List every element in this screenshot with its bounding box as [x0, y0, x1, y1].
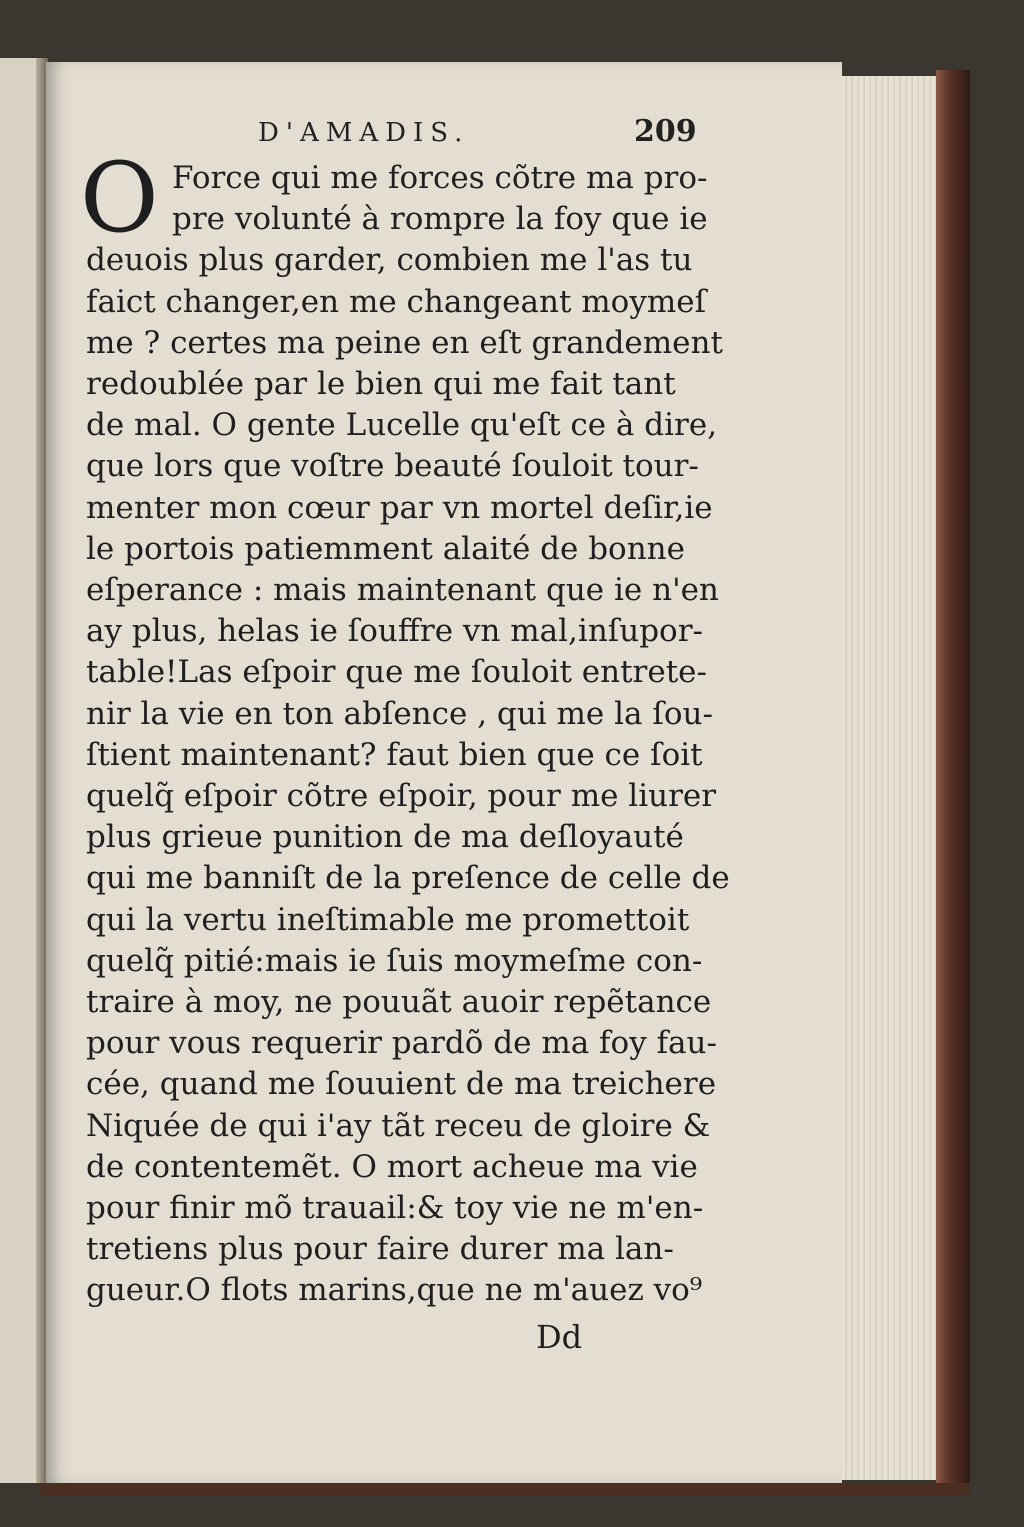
text-line: de contentemẽt. O mort acheue ma vie — [86, 1148, 698, 1185]
text-line: le portois patiemment alaité de bonne — [86, 530, 685, 567]
text-line: qui la vertu ineſtimable me promettoit — [86, 901, 690, 938]
page-block-edges — [842, 76, 936, 1480]
cover-bottom — [40, 1483, 970, 1495]
text-line: redoublée par le bien qui me fait tant — [86, 366, 676, 402]
text-line: pour finir mõ trauail:& toy vie ne m'en- — [86, 1190, 704, 1226]
text-line: quelq̃ pitié:mais ie ſuis moymeſme con- — [86, 942, 703, 979]
text-line: pre volunté à rompre la foy que ie — [172, 201, 708, 238]
text-line: ay plus, helas ie ſouffre vn mal,inſupor- — [86, 613, 704, 650]
text-line: Force qui me forces cõtre ma pro- — [172, 160, 708, 196]
text-line: menter mon cœur par vn mortel deſir,ie — [86, 489, 713, 526]
cover-edge — [936, 70, 970, 1488]
catchword: Dd — [536, 1318, 583, 1356]
text-line: de mal. O gente Lucelle qu'eſt ce à dire, — [86, 407, 718, 444]
text-line: que lors que voſtre beauté ſouloit tour- — [86, 448, 699, 485]
text-line: deuois plus garder, combien me l'as tu — [86, 242, 693, 279]
text-line: table!Las eſpoir que me ſouloit entrete- — [86, 654, 707, 691]
text-line: cée, quand me ſouuient de ma treichere — [86, 1066, 717, 1103]
text-line: qui me banniſt de la preſence de celle de — [86, 860, 730, 897]
drop-cap-initial: O — [80, 142, 159, 254]
text-line: gueur.O flots marins,que ne m'auez vo⁹ — [86, 1272, 703, 1309]
page-number: 209 — [634, 114, 697, 149]
text-line: nir la vie en ton abſence , qui me la ſou- — [86, 695, 713, 732]
text-line: plus grieue punition de ma deſloyauté — [86, 819, 684, 856]
text-line: Niquée de qui i'ay tãt receu de gloire & — [86, 1107, 711, 1144]
text-line: pour vous requerir pardõ de ma foy fau- — [86, 1025, 717, 1062]
text-line: tretiens plus pour faire durer ma lan- — [86, 1231, 674, 1268]
text-line: quelq̃ eſpoir cõtre eſpoir, pour me liurer — [86, 778, 717, 814]
text-line: traire à moy, ne pouuãt auoir repẽtance — [86, 984, 712, 1020]
running-title: D'AMADIS. — [258, 118, 470, 148]
text-line: ſtient maintenant? faut bien que ce ſoit — [86, 736, 703, 773]
text-line: faict changer,en me changeant moymeſ — [86, 283, 707, 320]
text-line: eſperance : mais maintenant que ie n'en — [86, 572, 719, 608]
text-line: me ? certes ma peine en eſt grandement — [86, 324, 723, 361]
